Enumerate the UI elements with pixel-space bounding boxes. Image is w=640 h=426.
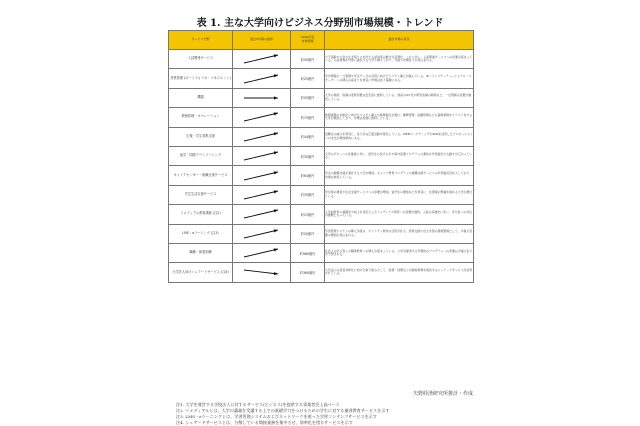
market-background: 学習管理システムの導入が進み、オンライン教材の活用が拡大。授業支援や自主学習の環境整備として、今後も需要の増加が見込まれる。 (325, 224, 474, 243)
market-size: 約360億円 (291, 263, 325, 282)
market-size: 約980億円 (291, 243, 325, 262)
segment-name: 学生生活支援サービス (169, 185, 233, 204)
market-background: 入学前教育や基礎学力向上を目的としたリメディアル教育への需要が継続。入試の多様化に伴い、学力差への対応が課題となっている。 (325, 205, 474, 224)
market-size: 約20億円 (291, 224, 325, 243)
market-background: 受験生の減少を背景に、各大学は広報活動を強化している。WEBマーケティングやSNSを活用したプロモーションへの支出が増加傾向にある。 (325, 127, 474, 146)
segment-name: 職種・就業訓練 (169, 243, 233, 262)
trend-cell (233, 166, 291, 185)
market-background: 社会人の学び直しや職業教育への関心が高まっている。大学が提供する実務的なプログラムへの需要は今後も拡大が予想される。 (325, 243, 474, 262)
segment-name: 広報・学生募集支援 (169, 127, 233, 146)
trend-arrow-icon (240, 265, 284, 279)
market-size: 約50億円 (291, 50, 325, 69)
footnotes (176, 402, 476, 426)
segment-name: 入試関連サービス (169, 50, 233, 69)
market-background: 教務事務の効率化に向けたシステム導入や業務委託が進む。履修管理・成績管理などの基幹業務をクラウド化する大学が増加しており、市場は堅調に推移している。 (325, 108, 474, 127)
footnote: 注1. 大学を運営する学校法人に対するサービス(ビジネス)を提供する事業者売上高ベース (176, 402, 340, 407)
document-title: 表 1. 主な大学向けビジネス分野別市場規模・トレンド (196, 18, 444, 29)
trend-arrow-icon (240, 52, 284, 66)
segment-name: 教務管理・オペレーション (169, 108, 233, 127)
trend-cell (233, 88, 291, 107)
table-row (169, 127, 474, 146)
market-size: 約75億円 (291, 108, 325, 127)
market-table (168, 30, 474, 283)
trend-cell (233, 127, 291, 146)
table-row (169, 146, 474, 165)
segment-name: LMS・eラーニング (注3) (169, 224, 233, 243)
segment-name: リメディアル教育講座 (注2) (169, 205, 233, 224)
table-row (169, 243, 474, 262)
trend-arrow-icon (240, 91, 284, 105)
trend-cell (233, 146, 291, 165)
table-row (169, 166, 474, 185)
trend-cell (233, 243, 291, 262)
market-background: 大学のグローバル化推進に伴い、留学生の受け入れや海外派遣プログラムの運営を外部委託する動きが広がっている。 (325, 146, 474, 165)
footnote: 注4. シェアードサービスとは、分散している間接業務を集中させ、効率化を図るサービスを示す (176, 420, 353, 425)
table-row (169, 108, 474, 127)
trend-cell (233, 50, 291, 69)
trend-arrow-icon (240, 72, 284, 86)
segment-name: 留学・国際アウトソーシング (169, 146, 233, 165)
trend-arrow-icon (240, 246, 284, 260)
header-size: 2016年度 市場規模 (291, 31, 325, 50)
market-size: 約55億円 (291, 88, 325, 107)
trend-cell (233, 263, 291, 282)
source-credit: 矢野経済研究所推計・作成 (412, 391, 473, 397)
trend-cell (233, 108, 291, 127)
trend-cell (233, 224, 291, 243)
table-row (169, 88, 474, 107)
trend-arrow-icon (240, 130, 284, 144)
market-size: 約44億円 (291, 127, 325, 146)
trend-arrow-icon (240, 169, 284, 183)
table-row (169, 69, 474, 88)
market-size: 約15億円 (291, 205, 325, 224)
trend-cell (233, 185, 291, 204)
header-segment: サービス分野 (169, 31, 233, 50)
trend-arrow-icon (240, 188, 284, 202)
trend-arrow-icon (240, 149, 284, 163)
market-size: 約35億円 (291, 185, 325, 204)
segment-name: 機器 (169, 88, 233, 107)
table-row (169, 224, 474, 243)
footnote: 注2. リメディアルとは、大学の講義を受講する上での基礎学力をつけるための学生に対する補習教育サービスを示す (176, 408, 390, 413)
trend-arrow-icon (240, 207, 284, 221)
trend-cell (233, 205, 291, 224)
market-background: 少子高齢や大学の生き残りに向けた入試改革の動きが活発化。これに伴い、入試関連サービスへの需要が高まっている。入試業務を外部に委託する大学も増えており、今後も市場拡大が見込まれる。 (325, 50, 474, 69)
table-row (169, 50, 474, 69)
table-row (169, 185, 474, 204)
header-trend: 過去5年間の推移 (233, 31, 291, 50)
segment-name: 大学法人向けシェアードサービス (注4) (169, 263, 233, 282)
trend-arrow-icon (240, 110, 284, 124)
footnote: 注3. LMS・eラーニングとは、学習管理システムおよびネットワークを使った学習コンテンツサービスを示す (176, 414, 377, 419)
segment-name: キャリアセンター・就職支援サービス (169, 166, 233, 185)
table-row (169, 263, 474, 282)
table-header-row (169, 31, 474, 50)
market-background: 学生寮の運営や生活支援サービスへの需要が増加。留学生の増加などを背景に、住環境の整備を進める大学が増えている。 (325, 185, 474, 204)
segment-name: 営業管理 (ポートフォリオ・マネジメント) (169, 69, 233, 88)
market-background: 学内情報の一元管理や学生データの活用に向けたシステム導入が進んでいる。IR（インスティテューショナル・リサーチ）への関心の高まりを背景に市場は拡大基調にある。 (325, 69, 474, 88)
market-size: 約35億円 (291, 146, 325, 165)
table-row (169, 205, 474, 224)
market-background: 大学の施設・設備の更新需要は安定的に推移している。教室のICT化や研究設備の刷新など、一定規模の需要が継続している。 (325, 88, 474, 107)
trend-arrow-icon (240, 227, 284, 241)
trend-cell (233, 69, 291, 88)
market-size: 約25億円 (291, 69, 325, 88)
header-desc: 推計市場の背景 (325, 31, 474, 50)
market-background: 学生の就職支援を強化する大学が増加。キャリア教育プログラムや就職支援サービスの外部委託が拡大しており、市場は伸長している。 (325, 166, 474, 185)
market-size: 約64億円 (291, 166, 325, 185)
market-background: 大学法人の経営効率化に向けた取り組みとして、総務・経理などの間接業務を集約するシェアードサービスが活用されている。 (325, 263, 474, 282)
